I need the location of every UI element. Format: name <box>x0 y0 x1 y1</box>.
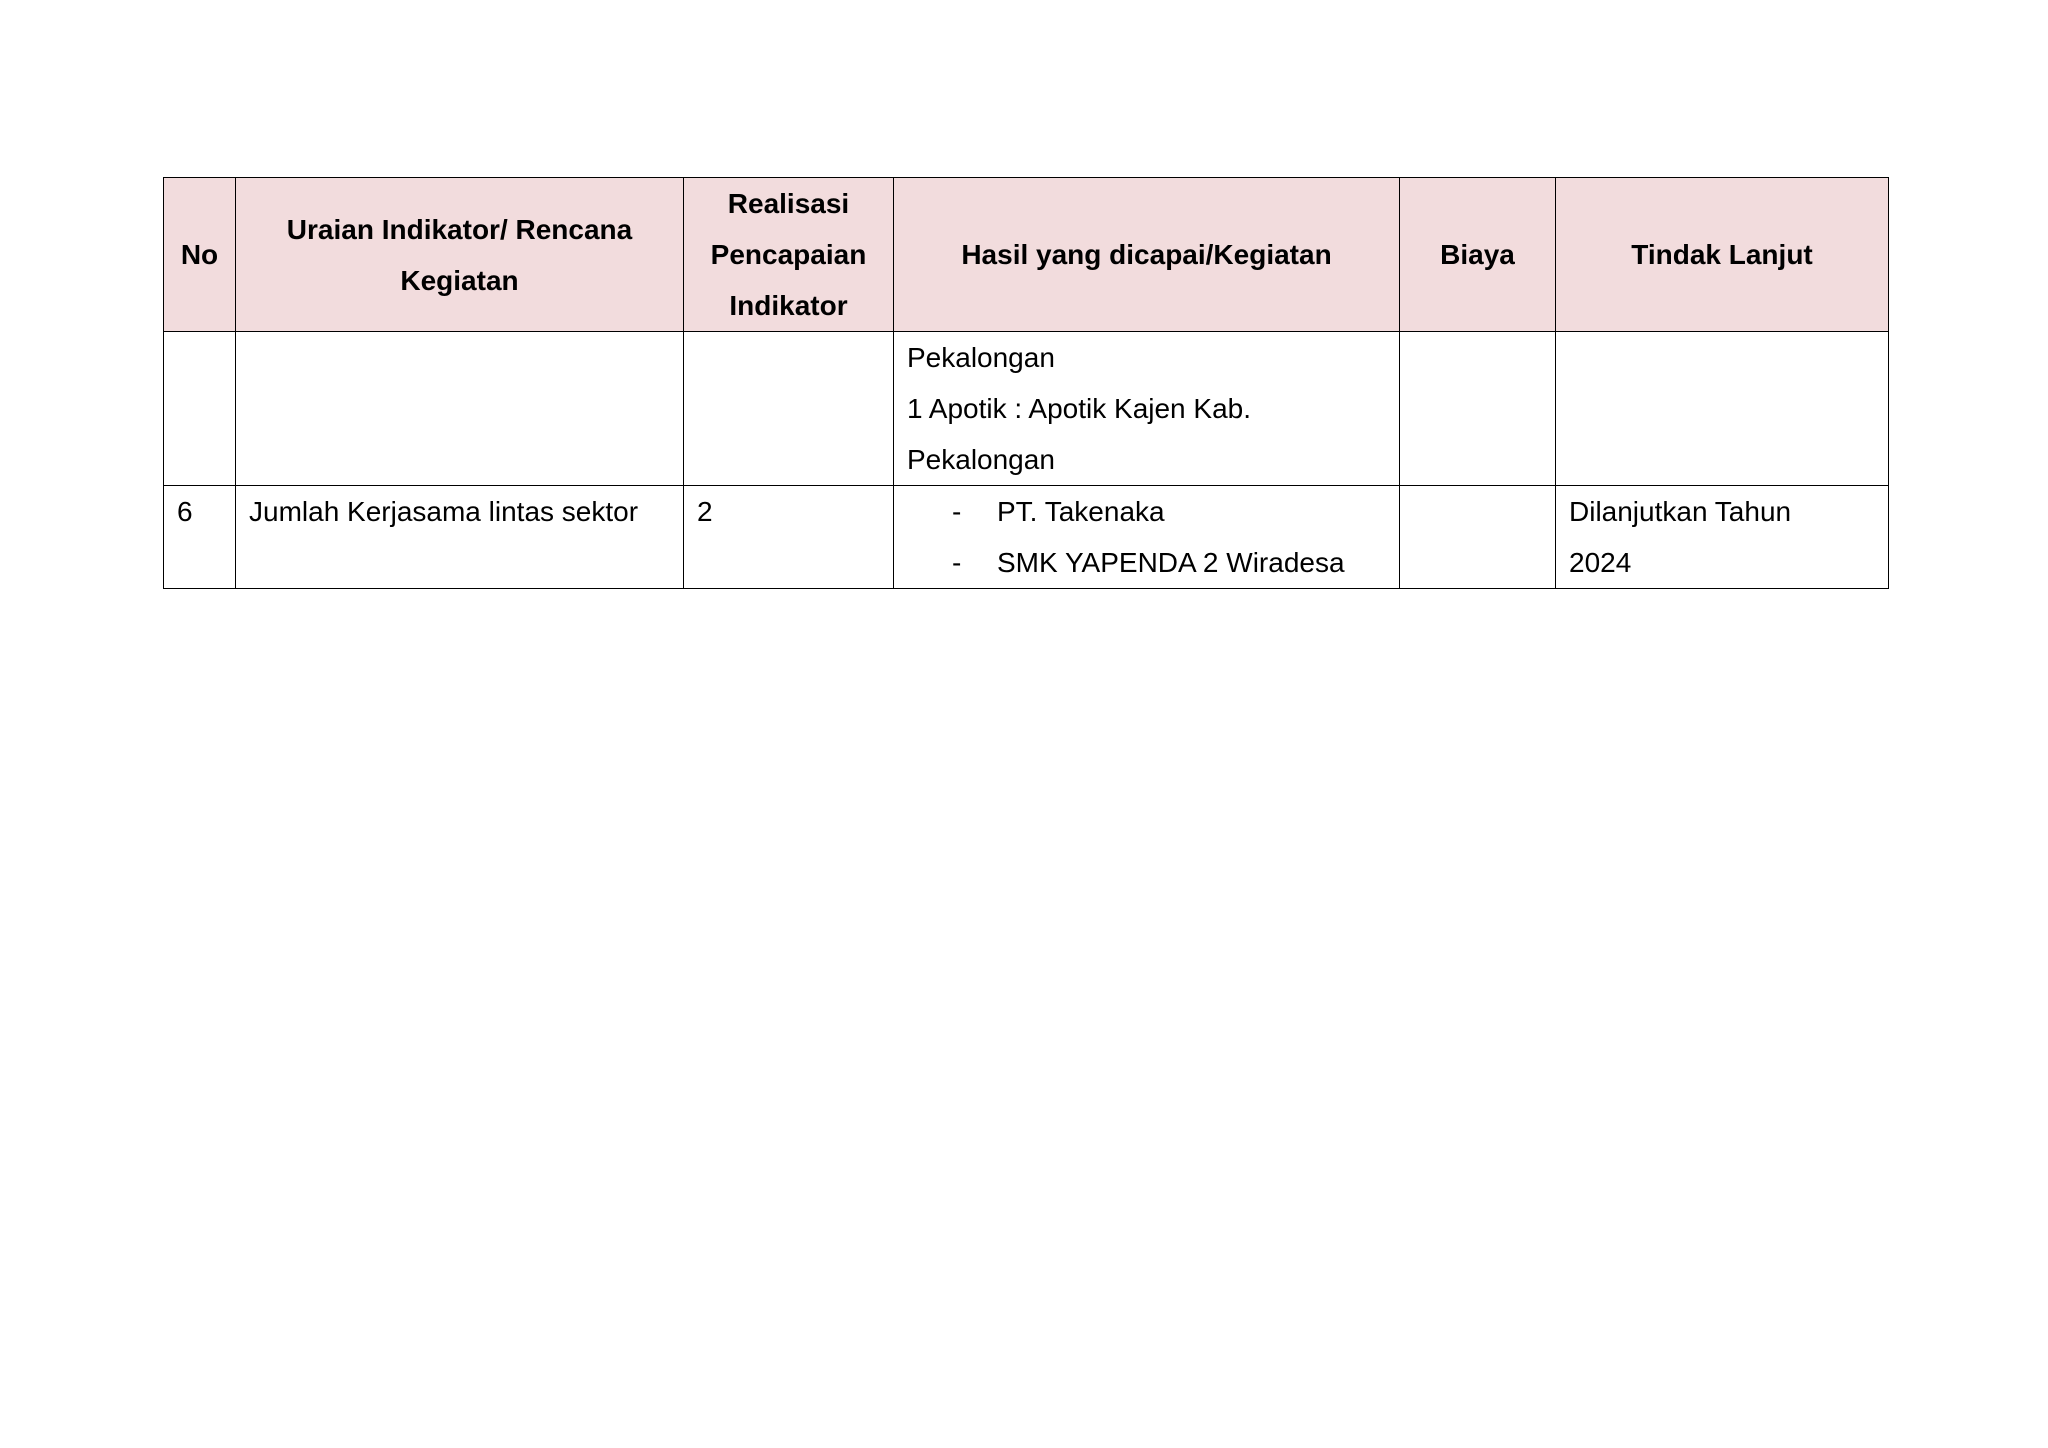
list-item-text: SMK YAPENDA 2 Wiradesa <box>997 547 1345 578</box>
table-row <box>164 486 1889 589</box>
cell-tindak-lanjut <box>1556 332 1889 486</box>
cell-uraian <box>236 332 684 486</box>
list-item <box>952 486 1386 537</box>
cell-no: 6 <box>164 486 236 589</box>
cell-hasil <box>894 486 1400 589</box>
hasil-line: Pekalongan <box>907 444 1055 475</box>
hasil-list <box>907 486 1386 588</box>
tindak-line: 2024 <box>1569 547 1632 578</box>
cell-realisasi: 2 <box>684 486 894 589</box>
header-realisasi-line3: Indikator <box>729 290 848 321</box>
dash-bullet: - <box>952 496 962 527</box>
header-uraian <box>236 178 684 332</box>
table-row <box>164 332 1889 486</box>
header-realisasi <box>684 178 894 332</box>
header-biaya <box>1400 178 1556 332</box>
hasil-line: 1 Apotik : Apotik Kajen Kab. <box>907 393 1252 424</box>
header-realisasi-line2: Pencapaian <box>710 239 867 270</box>
header-no-label: No <box>180 239 219 270</box>
cell-realisasi <box>684 332 894 486</box>
header-uraian-line2: Kegiatan <box>400 264 519 296</box>
cell-no <box>164 332 236 486</box>
header-no <box>164 178 236 332</box>
cell-hasil <box>894 332 1400 486</box>
cell-tindak-lanjut <box>1556 486 1889 589</box>
uraian-text: Jumlah Kerjasama lintas sektor <box>249 496 639 527</box>
header-uraian-line1: Uraian Indikator/ Rencana <box>286 213 633 245</box>
dash-bullet: - <box>952 547 962 578</box>
list-item-text: PT. Takenaka <box>997 496 1165 527</box>
report-table <box>163 177 1889 589</box>
cell-uraian <box>236 486 684 589</box>
table-header-row <box>164 178 1889 332</box>
header-hasil <box>894 178 1400 332</box>
cell-biaya <box>1400 486 1556 589</box>
header-hasil-label: Hasil yang dicapai/Kegiatan <box>961 239 1332 270</box>
list-item <box>952 537 1386 588</box>
header-tindak-lanjut <box>1556 178 1889 332</box>
header-biaya-label: Biaya <box>1440 239 1515 270</box>
header-tindak-label: Tindak Lanjut <box>1631 239 1813 270</box>
cell-biaya <box>1400 332 1556 486</box>
tindak-line: Dilanjutkan Tahun <box>1569 496 1792 527</box>
hasil-line: Pekalongan <box>907 342 1055 373</box>
header-realisasi-line1: Realisasi <box>727 188 850 219</box>
